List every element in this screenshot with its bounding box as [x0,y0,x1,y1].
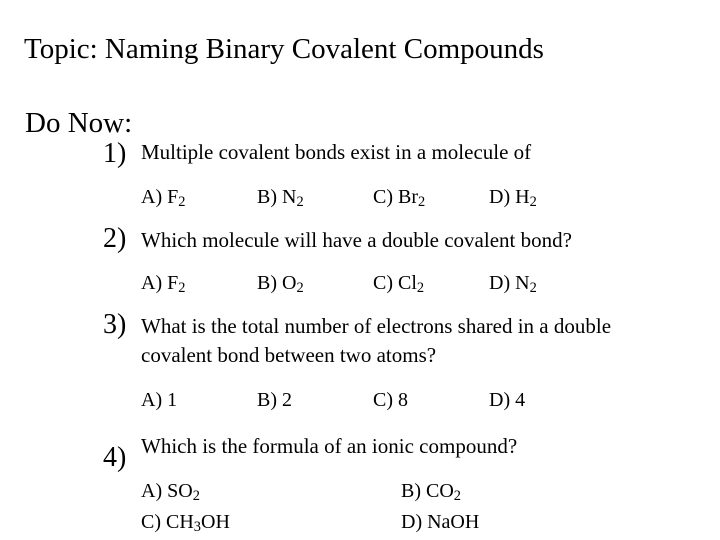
option-subscript: 2 [296,280,304,297]
option-letter: B) [257,186,277,208]
option-text: O [282,272,297,294]
option-subscript: 2 [178,194,186,211]
question-4-number: 4) [103,442,127,473]
question-3-option-a [141,389,177,412]
option-text: H [515,186,530,208]
option-text: CH [166,511,194,533]
question-3-text-line-1: What is the total number of electrons shared in a double [141,314,612,338]
question-4-option-b [401,480,461,503]
option-subscript: 2 [178,280,186,297]
option-subscript: 2 [453,488,461,505]
option-letter: A) [141,480,163,502]
option-subscript: 2 [529,194,537,211]
option-text: N [515,272,530,294]
option-text: NaOH [427,511,480,533]
option-text: F [167,186,179,208]
option-letter: C) [373,186,393,208]
option-subscript: 2 [296,194,304,211]
question-2-option-b [257,272,304,295]
option-letter: D) [401,511,423,533]
option-letter: D) [489,186,511,208]
question-1-option-a [141,186,185,209]
option-subscript: 3 [193,519,201,536]
option-letter: C) [141,511,161,533]
question-1-text: Multiple covalent bonds exist in a molecule of [141,140,532,164]
option-subscript: 2 [418,194,426,211]
question-3-number: 3) [103,309,127,340]
option-text: 4 [515,389,526,411]
question-2-option-c [373,272,424,295]
question-4-option-a [141,480,200,503]
question-2-text: Which molecule will have a double covalent bond? [141,228,572,252]
option-text: 8 [398,389,408,411]
question-3-option-b [257,389,292,412]
option-text: Cl [398,272,417,294]
question-2-option-d [489,272,537,295]
option-letter: C) [373,272,393,294]
option-text: CO [426,480,454,502]
option-text: F [167,272,179,294]
option-text: 1 [167,389,178,411]
option-letter: B) [401,480,421,502]
option-letter: B) [257,272,277,294]
question-1-option-d [489,186,537,209]
option-letter: D) [489,389,511,411]
question-2-option-a [141,272,185,295]
option-letter: A) [141,186,163,208]
option-letter: A) [141,389,163,411]
question-3-option-d [489,389,525,412]
option-letter: A) [141,272,163,294]
option-text: Br [398,186,418,208]
option-subscript: 2 [192,488,200,505]
question-4-text: Which is the formula of an ionic compound? [141,434,518,458]
option-text: N [282,186,297,208]
option-text: SO [167,480,193,502]
question-1-option-c [373,186,425,209]
option-letter: B) [257,389,277,411]
option-text: 2 [282,389,292,411]
option-letter: D) [489,272,511,294]
option-subscript: 2 [529,280,537,297]
option-text-tail: OH [201,511,230,533]
question-3-option-c [373,389,408,412]
page-title: Topic: Naming Binary Covalent Compounds [24,33,544,65]
question-1-number: 1) [103,138,127,169]
option-subscript: 2 [416,280,425,297]
question-2-number: 2) [103,223,127,254]
do-now-label: Do Now: [25,107,133,139]
question-1-option-b [257,186,304,209]
question-4-option-d [401,511,479,534]
option-letter: C) [373,389,393,411]
question-4-option-c [141,511,230,534]
question-3-text-line-2: covalent bond between two atoms? [141,343,437,367]
